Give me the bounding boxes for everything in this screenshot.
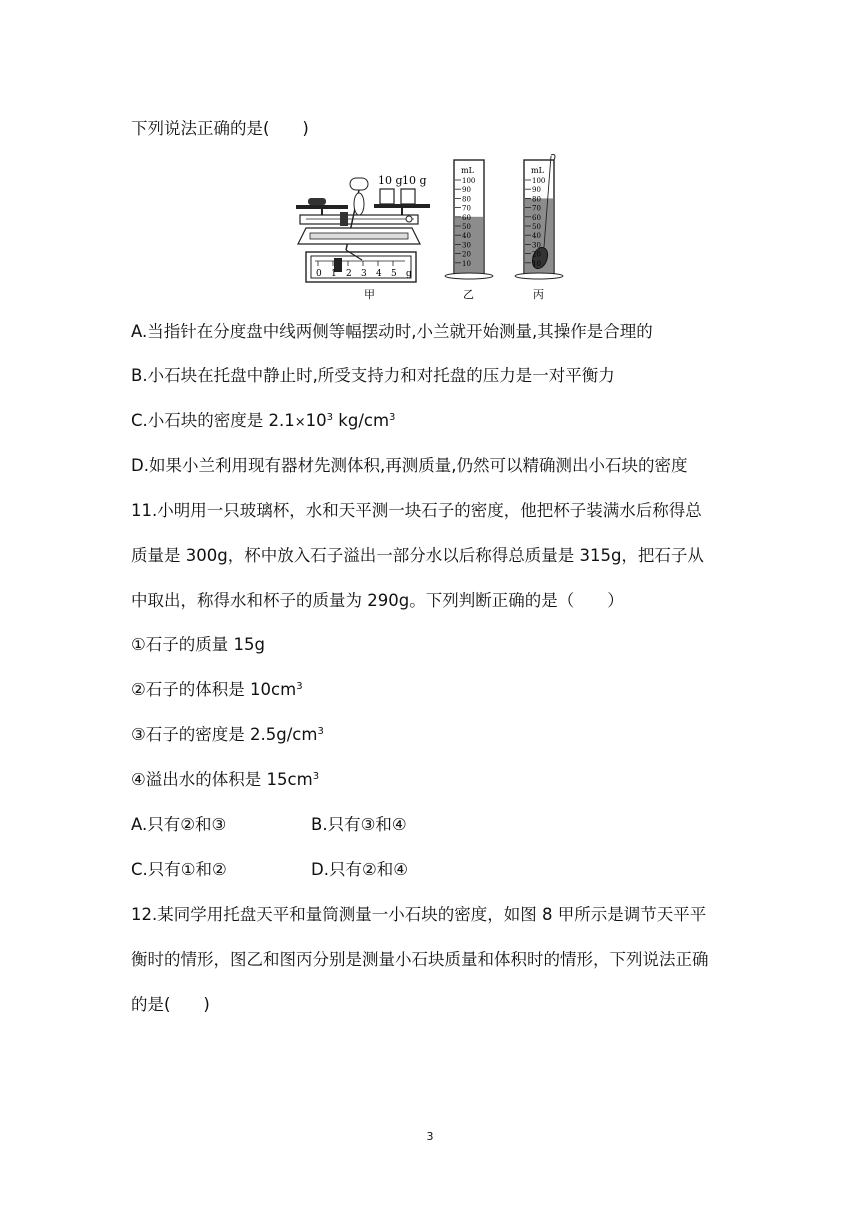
scale-tick-label: 4: [376, 269, 382, 279]
cylinder-tick-label: 90: [462, 186, 471, 195]
q10-option-b: B.小石块在托盘中静止时,所受支持力和对托盘的压力是一对平衡力: [131, 366, 615, 385]
cylinder-tick-label: 30: [532, 241, 541, 250]
weight-label: 10 g: [378, 174, 403, 187]
cylinder-tick-label: 20: [532, 250, 541, 259]
cylinder-tick-label: 70: [462, 204, 471, 213]
scale-tick-label: 3: [361, 269, 367, 279]
cylinder-tick-label: 60: [532, 213, 541, 222]
q11-option-d: D.只有②和④: [311, 860, 409, 879]
scale-tick-label: g: [406, 269, 412, 279]
cylinder-tick-label: 50: [532, 223, 541, 231]
question-intro: 下列说法正确的是( ): [131, 119, 309, 138]
caption-bing: 丙: [533, 288, 544, 301]
scale-tick-label: 0: [316, 269, 322, 279]
q11-option-b: B.只有③和④: [311, 815, 407, 834]
q12-stem-line: 12.某同学用托盘天平和量筒测量一小石块的密度，如图 8 甲所示是调节天平平: [131, 905, 707, 924]
cylinder-tick-label: 60: [462, 213, 471, 222]
cylinder-tick-label: 50: [462, 223, 471, 231]
cylinder-tick-label: 10: [532, 259, 541, 268]
cylinder-tick-label: 80: [462, 195, 471, 204]
caption-jia: 甲: [364, 288, 375, 301]
q11-stem-line: 中取出，称得水和杯子的质量为 290g。下列判断正确的是（ ）: [131, 591, 624, 610]
cylinder-tick-label: 10: [462, 259, 471, 268]
weight-label: 10 g: [402, 174, 427, 187]
scale-tick-label: 5: [391, 269, 397, 279]
q11-stem-line: 质量是 300g，杯中放入石子溢出一部分水以后称得总质量是 315g，把石子从: [131, 546, 704, 565]
q11-options-row-1: [131, 814, 731, 836]
q11-options-row-2: [131, 859, 731, 881]
cylinder-unit-label: mL: [531, 166, 544, 175]
experiment-figure: [296, 152, 564, 302]
cylinder-tick-label: 100: [462, 177, 476, 185]
cylinder-tick-label: 30: [462, 241, 471, 250]
cylinder-tick-label: 90: [532, 186, 541, 195]
q11-statement-4: ④溢出水的体积是 $15cm^3$: [131, 770, 320, 789]
q10-option-d: D.如果小兰利用现有器材先测体积,再测质量,仍然可以精确测出小石块的密度: [131, 456, 688, 475]
caption-yi: 乙: [463, 288, 474, 301]
cylinder-tick-label: 40: [532, 232, 541, 241]
q12-stem-line: 衡时的情形，图乙和图丙分别是测量小石块质量和体积时的情形，下列说法正确: [131, 950, 709, 969]
q10-option-c: C.小石块的密度是 $2.1\times 10^3$ $kg/cm^3$: [131, 411, 396, 430]
q11-option-a: A.只有②和③: [131, 815, 227, 834]
q12-stem-line: 的是( ): [131, 995, 210, 1014]
cylinder-tick-label: 40: [462, 232, 471, 241]
cylinder-unit-label: mL: [461, 166, 474, 175]
cylinder-tick-label: 70: [532, 204, 541, 213]
page-number: 3: [426, 1130, 434, 1143]
q11-statement-2: ②石子的体积是 $10cm^3$: [131, 680, 303, 699]
cylinder-tick-label: 20: [462, 250, 471, 259]
q10-option-a: A.当指针在分度盘中线两侧等幅摆动时,小兰就开始测量,其操作是合理的: [131, 322, 653, 341]
q11-statement-3: ③石子的密度是 $2.5g/cm^3$: [131, 725, 324, 744]
q11-option-c: C.只有①和②: [131, 860, 227, 879]
balance-illustration: [296, 178, 430, 282]
scale-tick-label: 2: [346, 269, 352, 279]
scale-tick-label: 1: [331, 269, 337, 279]
q11-stem-line: 11.小明用一只玻璃杯，水和天平测一块石子的密度，他把杯子装满水后称得总: [131, 501, 702, 520]
cylinder-tick-label: 80: [532, 195, 541, 204]
cylinder-tick-label: 100: [532, 177, 546, 185]
q11-statement-1: ①石子的质量 15g: [131, 635, 266, 654]
